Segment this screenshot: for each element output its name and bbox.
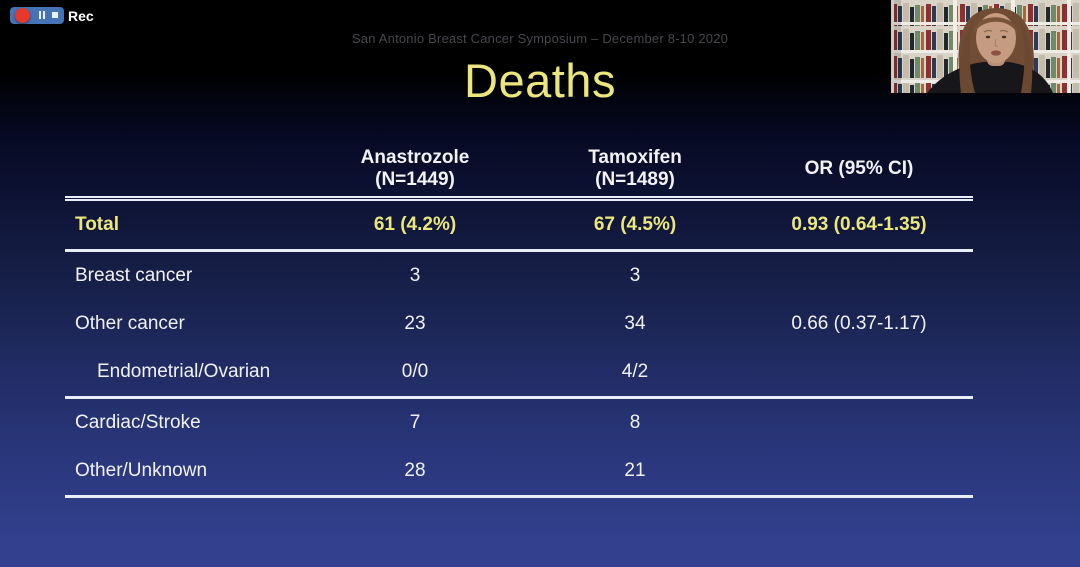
cell-or-ci: 0.66 (0.37-1.17) bbox=[791, 313, 927, 334]
cell-tamoxifen: 3 bbox=[629, 265, 641, 286]
column-header bbox=[305, 142, 525, 196]
row-label: Breast cancer bbox=[75, 265, 193, 286]
cell-or-ci: 0.93 (0.64-1.35) bbox=[791, 214, 927, 235]
row-label: Cardiac/Stroke bbox=[75, 412, 201, 433]
deaths-table bbox=[65, 142, 973, 498]
column-label: Anastrozole bbox=[360, 147, 470, 168]
table-row bbox=[65, 249, 973, 300]
speaker-video[interactable] bbox=[891, 0, 1080, 93]
cell-anastrozole: 3 bbox=[409, 265, 421, 286]
row-label: Other cancer bbox=[75, 313, 185, 334]
table-row bbox=[65, 447, 973, 495]
cell-tamoxifen: 34 bbox=[624, 313, 646, 334]
slide-title: Deaths bbox=[464, 54, 616, 107]
cell-anastrozole: 61 (4.2%) bbox=[373, 214, 457, 235]
table-row bbox=[65, 196, 973, 249]
cell-anastrozole: 7 bbox=[409, 412, 421, 433]
recording-indicator[interactable] bbox=[10, 7, 94, 24]
table-row bbox=[65, 300, 973, 348]
column-label: Tamoxifen bbox=[588, 147, 682, 168]
table-body bbox=[65, 196, 973, 498]
column-header bbox=[745, 142, 973, 196]
pause-icon bbox=[39, 11, 41, 19]
row-label: Total bbox=[75, 214, 119, 235]
table-header-row bbox=[65, 142, 973, 196]
cell-anastrozole: 23 bbox=[404, 313, 426, 334]
column-label: OR (95% CI) bbox=[804, 158, 914, 179]
table-row bbox=[65, 348, 973, 396]
column-sublabel: (N=1449) bbox=[375, 169, 455, 190]
record-dot-icon bbox=[15, 8, 30, 23]
conference-header: San Antonio Breast Cancer Symposium – December 8-10 2020 bbox=[351, 31, 729, 46]
cell-anastrozole: 28 bbox=[404, 460, 426, 481]
cell-tamoxifen: 4/2 bbox=[621, 361, 649, 382]
table-row bbox=[65, 396, 973, 447]
recording-label: Rec bbox=[68, 7, 94, 24]
stop-icon bbox=[52, 12, 58, 18]
cell-tamoxifen: 67 (4.5%) bbox=[593, 214, 677, 235]
corner-cell bbox=[65, 142, 305, 196]
cell-tamoxifen: 8 bbox=[629, 412, 641, 433]
speaker-video-frame bbox=[891, 0, 1080, 93]
recording-controls-badge[interactable] bbox=[10, 7, 64, 24]
row-label: Endometrial/Ovarian bbox=[97, 361, 271, 382]
cell-anastrozole: 0/0 bbox=[401, 361, 429, 382]
column-sublabel: (N=1489) bbox=[595, 169, 675, 190]
column-header bbox=[525, 142, 745, 196]
cell-tamoxifen: 21 bbox=[624, 460, 646, 481]
row-label: Other/Unknown bbox=[75, 460, 208, 481]
